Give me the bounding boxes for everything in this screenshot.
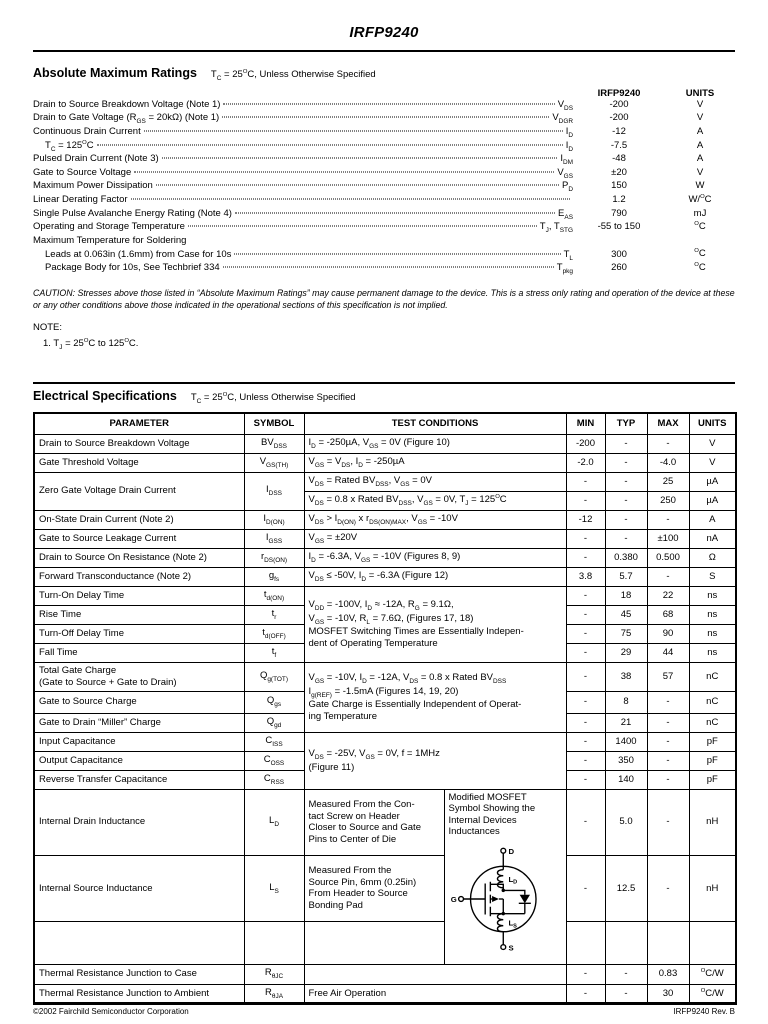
abs-row: Operating and Storage Temperature $T_J$, $T_{STG}$ -55 to 150 $^O$C — [33, 221, 706, 235]
revision-text: IRFP9240 Rev. B — [673, 1007, 735, 1016]
dot-leader — [235, 212, 555, 213]
note-1: 1. $T_J = 25^OC$ to $125^OC$. — [43, 338, 139, 352]
dot-leader — [223, 103, 554, 104]
spec-header-row — [34, 413, 736, 434]
spec-row-idss-a: Zero Gate Voltage Drain Current $I_{DSS}$ $V_{DS}$ = Rated $BV_{DSS}$, $V_{GS} = 0V$ - - 25 µA — [34, 472, 736, 491]
col-min: MIN — [566, 413, 605, 434]
abs-row: Drain to Gate Voltage $(R_{GS} = 20k\Omega)$ (Note 1) $V_{DGR}$ -200 V — [33, 112, 704, 126]
dot-leader — [156, 185, 559, 186]
spec-row-qgtot: Total Gate Charge (Gate to Source + Gate to Drain) $Q_{g(TOT)}$ $V_{GS} = -10V$, $I_D = -12A$, $V_{DS} = 0.8$ x Rated $BV_{DSS}$ $I_{g(REF)} = -1.5mA$ (Figures 14, 19, 20) Gate Charge is Essentially Independent of Operat- ing Temperature - 38 57 nC — [34, 662, 736, 691]
abs-row: Gate to Source Voltage $V_{GS}$ ±20 V — [33, 166, 704, 180]
inductor-label-ld: $L_D$ — [508, 874, 518, 886]
col-parameter: PARAMETER — [34, 413, 244, 434]
abs-row: Single Pulse Avalanche Energy Rating (Note 4) $E_{AS}$ 790 mJ — [33, 207, 707, 221]
spec-row-ls: Internal Source Inductance $L_S$ Measured From the Source Pin, 6mm (0.25in) From Header to Source Bonding Pad - 12.5 - nH — [34, 855, 736, 921]
mosfet-symbol-cell — [444, 789, 566, 964]
abs-row: Linear Derating Factor 1.2 W/$^O$C — [33, 194, 712, 206]
spec-row-qgs: Gate to Source Charge $Q_{gs}$ - 8 - nC — [34, 691, 736, 713]
electrical-specifications-table — [33, 412, 737, 1005]
terminal-label-d: D — [508, 847, 515, 857]
dot-leader — [162, 158, 558, 159]
col-units: UNITS — [689, 413, 736, 434]
spec-row-ld: Internal Drain Inductance $L_D$ Measured From the Con- tact Screw on Header Closer to Source and Gate Pins to Center of Die Modified MOSFET Symbol Showing the Internal Devices Inductances D G S $L_D$ $L_S$ - 5.0 - nH — [34, 789, 736, 855]
inductor-label-ls: $L_S$ — [508, 918, 517, 930]
spec-row-crss: Reverse Transfer Capacitance $C_{RSS}$ - 140 - pF — [34, 770, 736, 789]
col-symbol: SYMBOL — [244, 413, 304, 434]
spec-row-coss: Output Capacitance $C_{OSS}$ - 350 - pF — [34, 751, 736, 770]
copyright-text: ©2002 Fairchild Semiconductor Corporation — [33, 1007, 189, 1016]
ls-measurement-cell: Measured From the Source Pin, 6mm (0.25in) From Header to Source Bonding Pad — [304, 855, 444, 921]
col-test-conditions: TEST CONDITIONS — [304, 413, 566, 434]
spec-row-rthjc: Thermal Resistance Junction to Case $R_{\theta JC}$ - - 0.83 $^O$C/W — [34, 964, 736, 984]
dot-leader — [134, 171, 554, 172]
abs-row: Maximum Power Dissipation $P_D$ 150 W — [33, 180, 705, 194]
terminal-label-g: G — [450, 894, 457, 904]
dot-leader — [131, 199, 570, 200]
abs-row: Pulsed Drain Current (Note 3) $I_{DM}$ -48 A — [33, 153, 704, 167]
spec-row-gfs: Forward Transconductance (Note 2) $g_{fs}$ $V_{DS} \le -50V$, $I_D = -6.3A$ (Figure 12) 3.8 5.7 - S — [34, 567, 736, 586]
spec-row-ciss: Input Capacitance $C_{ISS}$ $V_{DS} = -25V$, $V_{GS} = 0V$, f = 1MHz (Figure 11) - 1400 - pF — [34, 732, 736, 751]
abs-col-device: IRFP9240 — [597, 87, 641, 99]
page-title: IRFP9240 — [349, 24, 419, 41]
spec-section-divider — [33, 382, 735, 384]
spec-row-tr: Rise Time $t_r$ - 45 68 ns — [34, 605, 736, 624]
abs-max-ratings-list — [33, 99, 735, 276]
page-footer — [33, 1002, 735, 1016]
spec-condition: $T_C = 25^OC$, Unless Otherwise Specified — [190, 392, 356, 406]
spec-row-tdon: Turn-On Delay Time $t_{d(ON)}$ $V_{DD} = -100V$, $I_D \approx -12A$, $R_G = 9.1\Omega$, $V_{GS} = -10V$, $R_L = 7.6\Omega$, (Figures 17, 18) MOSFET Switching Times are Essentially Indepen- dent of Operating Temperature - 18 22 ns — [34, 586, 736, 605]
spec-row-spacer — [34, 921, 736, 964]
abs-row: Continuous Drain Current $I_D$ -12 A — [33, 126, 704, 139]
abs-row: $T_C = 125^OC$ $I_D$ -7.5 A — [45, 139, 704, 153]
spec-heading: Electrical Specifications — [33, 389, 177, 404]
spec-row-bvdss: Drain to Source Breakdown Voltage $BV_{DSS}$ $I_D = -250\mu A$, $V_{GS} = 0V$ (Figure 10) -200 - - V — [34, 434, 736, 453]
abs-row: Maximum Temperature for Soldering — [33, 234, 187, 246]
spec-section-header — [33, 389, 735, 405]
dot-leader — [144, 131, 563, 132]
switching-conditions-cell: $V_{DD} = -100V$, $I_D \approx -12A$, $R_G = 9.1\Omega$, $V_{GS} = -10V$, $R_L = 7.6\Omega$, (Figures 17, 18) MOSFET Switching Times are Essentially Indepen- dent of Operating Temperature — [304, 586, 566, 662]
spec-row-rdson: Drain to Source On Resistance (Note 2) $r_{DS(ON)}$ $I_D = -6.3A$, $V_{GS} = -10V$ (Figures 8, 9) - 0.380 0.500 Ω — [34, 548, 736, 567]
abs-max-section-header — [33, 66, 735, 82]
abs-col-units: UNITS — [685, 87, 715, 99]
dot-leader — [223, 267, 554, 268]
col-max: MAX — [647, 413, 689, 434]
title-divider — [33, 50, 735, 52]
mosfet-symbol-caption: Modified MOSFET Symbol Showing the Internal Devices Inductances — [448, 791, 536, 838]
abs-max-heading: Absolute Maximum Ratings — [33, 66, 197, 80]
note-label: NOTE: — [33, 322, 63, 334]
abs-row: Drain to Source Breakdown Voltage (Note 1) $V_{DS}$ -200 V — [33, 98, 704, 112]
terminal-label-s: S — [508, 943, 514, 953]
dot-leader — [188, 226, 537, 227]
abs-row: Leads at 0.063in (1.6mm) from Case for 10s $T_L$ 300 $^O$C — [45, 248, 706, 262]
mosfet-diagram-svg — [449, 840, 561, 958]
mosfet-symbol-diagram — [449, 840, 562, 962]
spec-row-idon: On-State Drain Current (Note 2) $I_{D(ON)}$ $V_{DS} > I_{D(ON)}$ x $r_{DS(ON)MAX}$, $V_{GS} = -10V$ -12 - - A — [34, 510, 736, 529]
dot-leader — [222, 117, 549, 118]
col-typ: TYP — [605, 413, 647, 434]
spec-row-tf: Fall Time $t_f$ - 29 44 ns — [34, 643, 736, 662]
caution-text: CAUTION: Stresses above those listed in “Absolute Maximum Ratings” may cause permanent damage to the device. This is a stress only rating and operation of the device at these or any other conditions above those indicated in the operational sections of this specification is not implied. — [33, 287, 735, 310]
spec-row-qgd: Gate to Drain “Miller” Charge $Q_{gd}$ - 21 - nC — [34, 713, 736, 732]
spec-row-tdoff: Turn-Off Delay Time $t_{d(OFF)}$ - 75 90 ns — [34, 624, 736, 643]
spec-row-igss: Gate to Source Leakage Current $I_{GSS}$ $V_{GS} = \pm 20V$ - - ±100 nA — [34, 529, 736, 548]
abs-max-condition: $T_C = 25^OC$, Unless Otherwise Specified — [210, 68, 376, 82]
capacitance-conditions-cell: $V_{DS} = -25V$, $V_{GS} = 0V$, f = 1MHz (Figure 11) — [304, 732, 566, 789]
footer-divider — [33, 1002, 735, 1003]
spec-row-idss-b: $V_{DS} = 0.8$ x Rated $BV_{DSS}$, $V_{GS} = 0V$, $T_J = 125^OC$ - - 250 µA — [34, 491, 736, 510]
spec-row-vgsth: Gate Threshold Voltage $V_{GS(TH)}$ $V_{GS} = V_{DS}$, $I_D = -250\mu A$ -2.0 - -4.0 V — [34, 453, 736, 472]
spec-row-rthja: Thermal Resistance Junction to Ambient $R_{\theta JA}$ Free Air Operation - - 30 $^O$C/W — [34, 984, 736, 1004]
ld-measurement-cell: Measured From the Con- tact Screw on Header Closer to Source and Gate Pins to Center of Die — [304, 789, 444, 855]
dot-leader — [234, 253, 560, 254]
abs-row: Package Body for 10s, See Techbrief 334 $T_{pkg}$ 260 $^O$C — [45, 262, 706, 276]
dot-leader — [97, 144, 563, 145]
gate-charge-conditions-cell: $V_{GS} = -10V$, $I_D = -12A$, $V_{DS} = 0.8$ x Rated $BV_{DSS}$ $I_{g(REF)} = -1.5mA$ (Figures 14, 19, 20) Gate Charge is Essentially Independent of Operat- ing Temperature — [304, 662, 566, 732]
abs-max-column-headers — [33, 88, 735, 99]
